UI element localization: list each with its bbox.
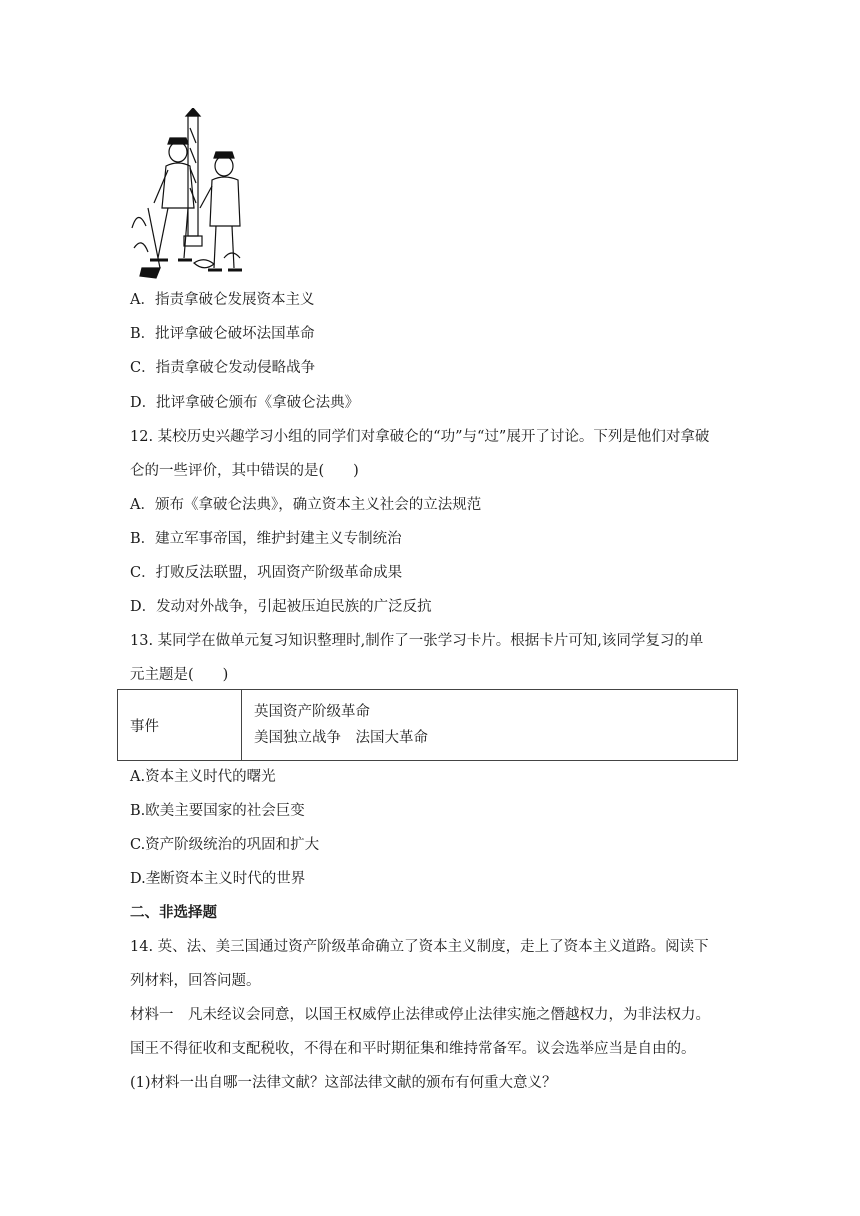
q14-material1-line1: 材料一 凡未经议会同意，以国王权威停止法律或停止法律实施之僭越权力，为非法权力。 [130,1007,710,1023]
q13-option-b: B.欧美主要国家的社会巨变 [130,803,305,819]
table-event-row-1: 英国资产阶级革命 [254,704,370,720]
table-label-cell: 事件 [118,690,242,761]
q13-option-c: C.资产阶级统治的巩固和扩大 [130,837,320,853]
q14-sub-question-1: (1)材料一出自哪一法律文献？这部法律文献的颁布有何重大意义？ [130,1075,557,1091]
q12-option-a: A．颁布《拿破仑法典》，确立资本主义社会的立法规范 [130,497,482,513]
q11-option-b: B．批评拿破仑破坏法国革命 [130,326,315,342]
table-event-row-2: 美国独立战争 法国大革命 [254,730,428,746]
q14-stem-line1: 14. 英、法、美三国通过资产阶级革命确立了资本主义制度，走上了资本主义道路。阅读下 [130,939,709,955]
q14-material1-line2: 国王不得征收和支配税收，不得在和平时期征集和维持常备军。议会选举应当是自由的。 [130,1041,696,1057]
q12-stem-line2: 仑的一些评价，其中错误的是( ) [130,463,359,479]
q13-stem-line2: 元主题是( ) [130,667,229,683]
q11-option-d: D．批评拿破仑颁布《拿破仑法典》 [130,395,360,411]
q11-option-c: C．指责拿破仑发动侵略战争 [130,360,316,376]
q13-stem-line1: 13. 某同学在做单元复习知识整理时,制作了一张学习卡片。根据卡片可知,该同学复习的单 [130,633,704,649]
cartoon-illustration-icon [128,108,246,280]
section-heading: 二、非选择题 [130,905,217,921]
study-card-table [117,689,738,761]
q11-option-a: A．指责拿破仑发展资本主义 [130,292,315,308]
q12-stem-line1: 12. 某校历史兴趣学习小组的同学们对拿破仑的“功”与“过”展开了讨论。下列是他们对拿破 [130,429,710,445]
q12-option-b: B．建立军事帝国，维护封建主义专制统治 [130,531,402,547]
q14-stem-line2: 列材料，回答问题。 [130,973,261,989]
q12-option-c: C．打败反法联盟，巩固资产阶级革命成果 [130,565,403,581]
q12-option-d: D．发动对外战争，引起被压迫民族的广泛反抗 [130,599,432,615]
q13-option-d: D.垄断资本主义时代的世界 [130,871,306,887]
q13-option-a: A.资本主义时代的曙光 [130,769,276,785]
table-events-cell [242,690,738,761]
